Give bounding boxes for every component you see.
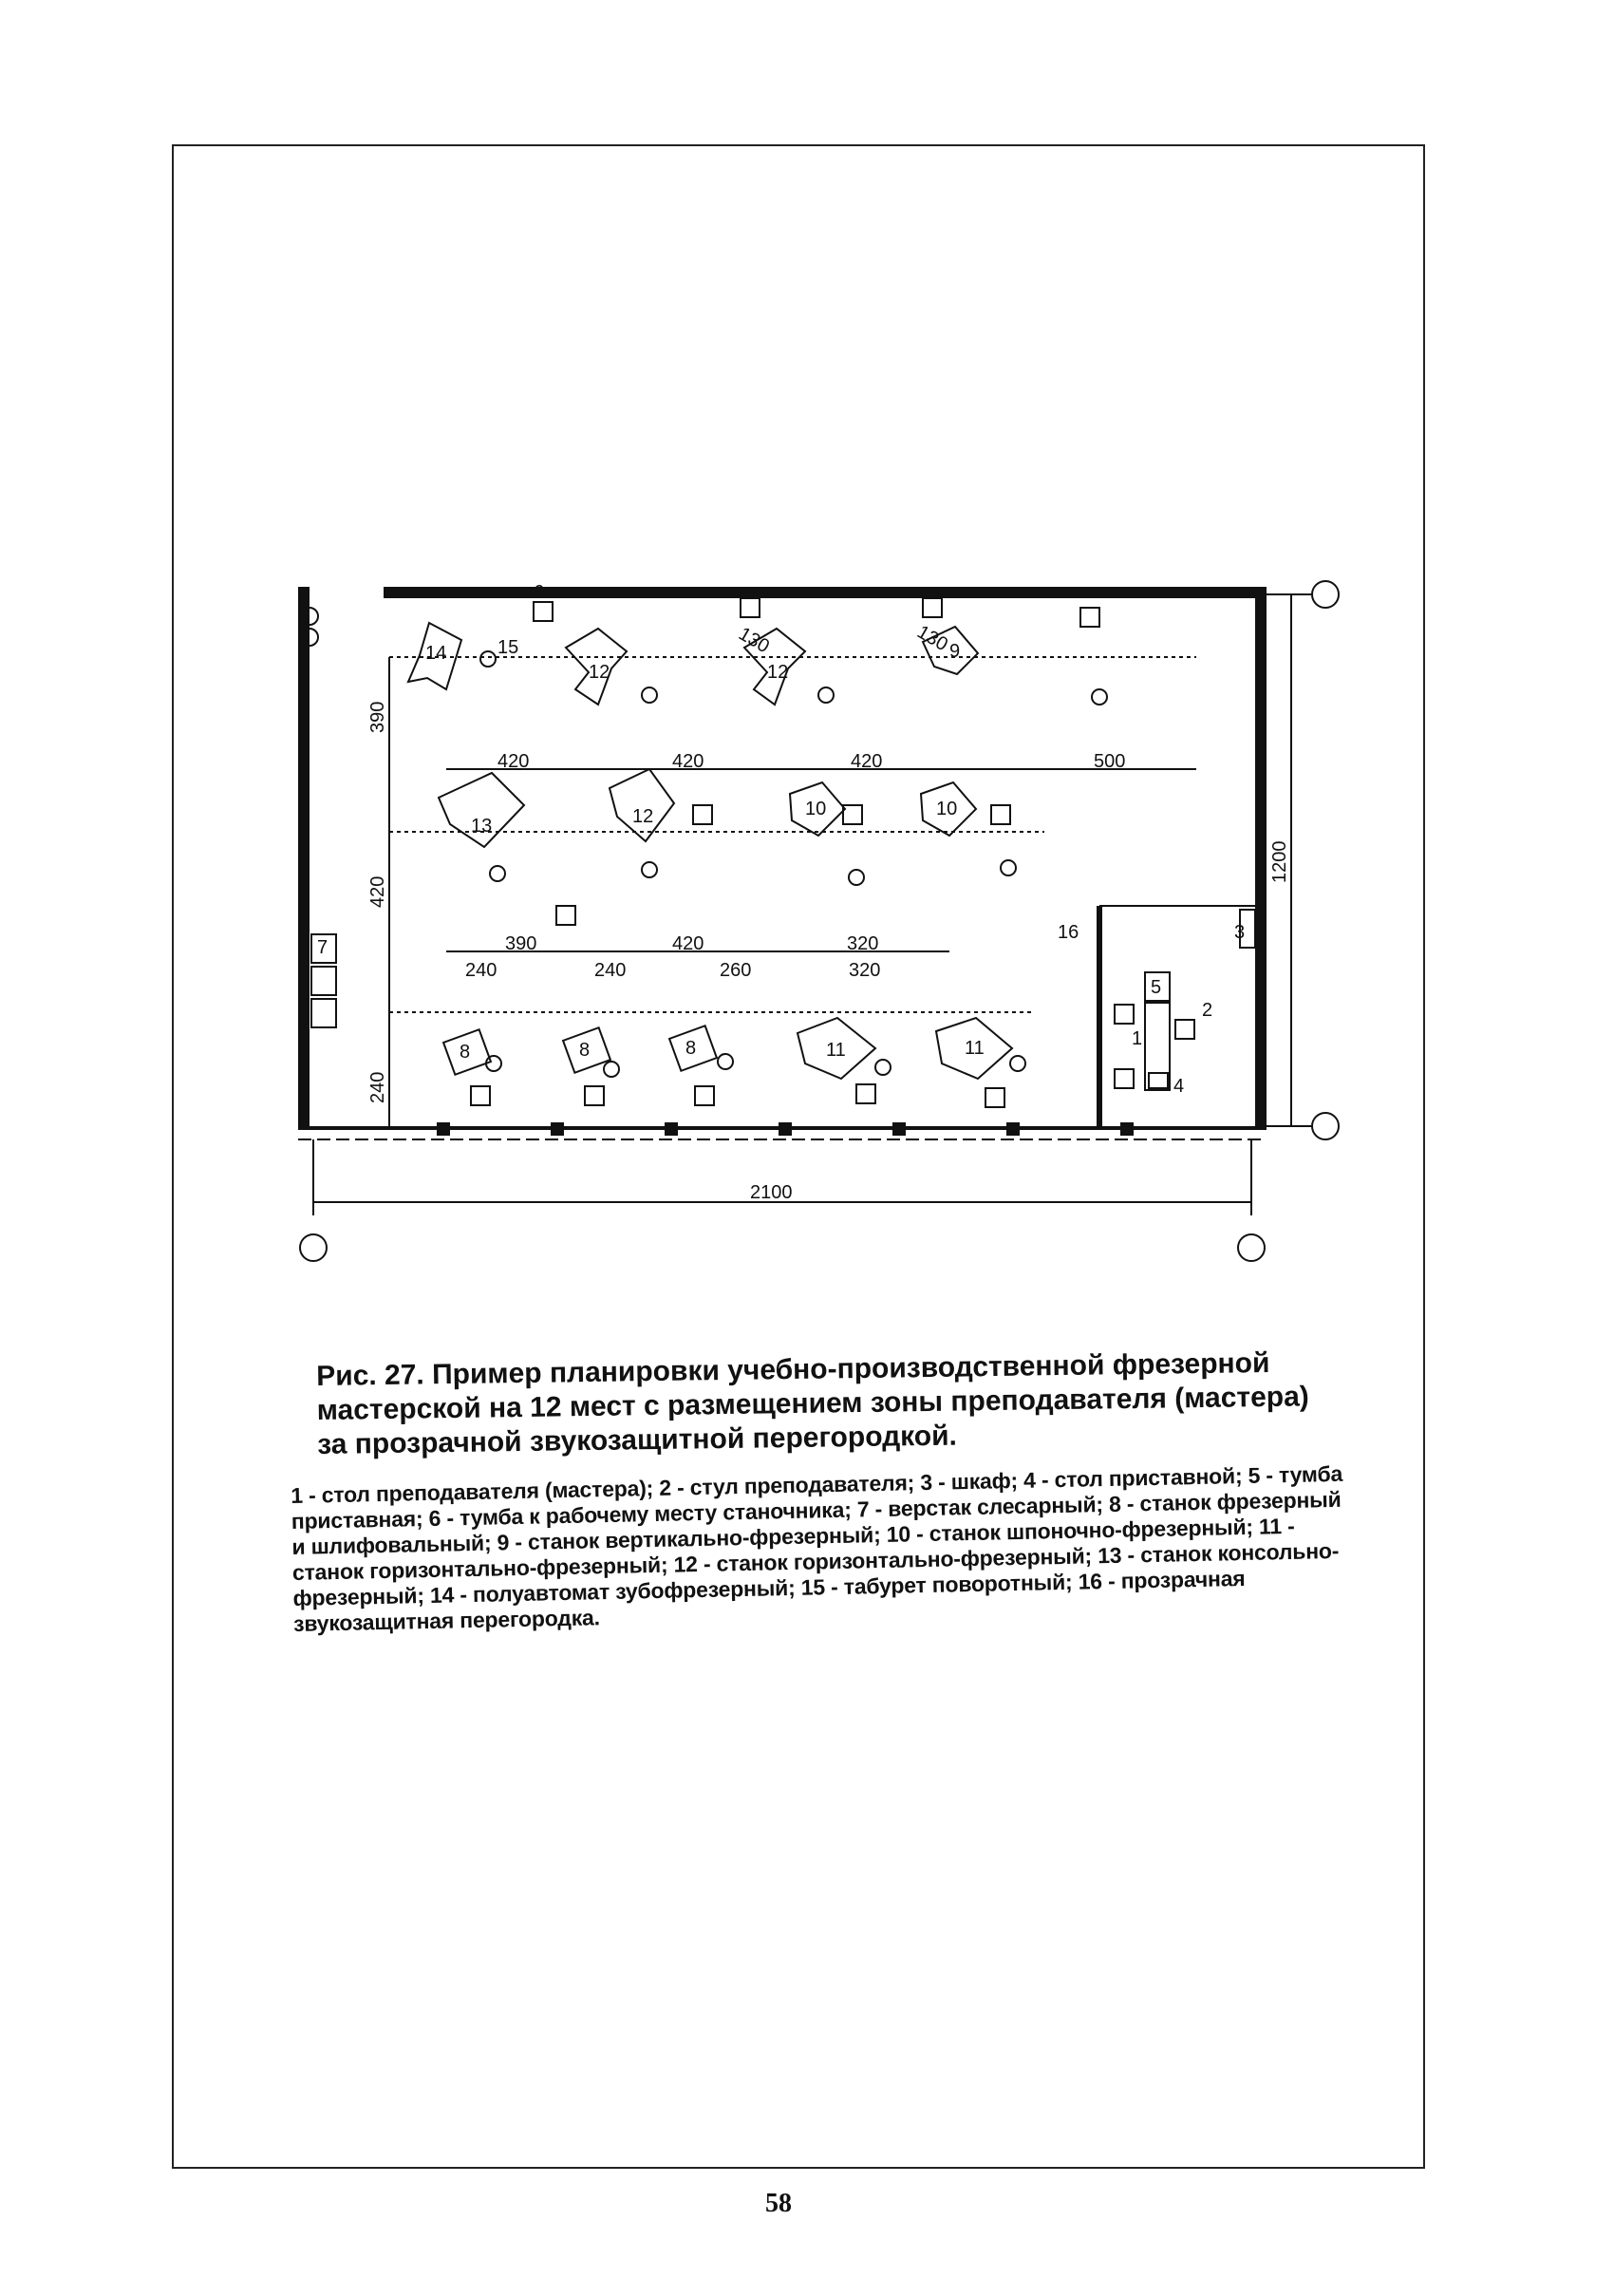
dimension-label: 130 [913,621,952,656]
dimension-label: 390 [367,701,388,733]
axis-marker [1312,1113,1339,1139]
dimension-label: 390 [505,933,537,954]
dimension-label: 320 [849,960,881,981]
dimension-label: 420 [367,875,388,908]
label: 1 [1132,1028,1143,1049]
label: 3 [1234,922,1246,943]
wall-top [384,587,1267,598]
dimension-label: 2100 [750,1182,793,1203]
figure-legend: 1 - стол преподавателя (мастера); 2 - стул преподавателя; 3 - шкаф; 4 - стол приставной; 5 - тумба приставная; 6 - тумба к рабочему месту станочника; 7 - верстак слесарный; 8 - станок фрезерный и шлифовальный; 9 - станок вертикально-фрезерный; 10 - станок шпоночно-фрезерный; 11 - станок горизонтально-фрезерный; 12 - станок горизонтально-фрезерный; 13 - станок консольно-фрезерный; 14 - полуавтомат зубофрезерный; 15 - табурет поворотный; 16 - прозрачная звукозащитная перегородка. [291,1460,1343,1636]
workbench-7 [311,999,336,1027]
label: 4 [1173,1076,1185,1097]
dimension-label: 420 [672,751,704,772]
workshop-floor-plan [285,560,1358,1282]
label: 7 [317,937,328,958]
axis-marker [1238,1234,1265,1261]
label: 16 [1058,922,1079,943]
label: 2 [1202,1000,1213,1021]
dimension-label: 420 [497,751,530,772]
label: 14 [425,643,447,664]
dimension-label: 130 [735,623,774,658]
dimension-label: 240 [594,960,627,981]
wall-right [1255,587,1267,1126]
cabinet-6 [471,598,1194,1107]
label: 11 [965,1038,985,1059]
page-number: 58 [765,2189,792,2218]
label: 12 [632,806,654,827]
label: 9 [949,641,961,662]
dimension-label: 240 [367,1071,388,1103]
dimension-label: 500 [1094,751,1126,772]
label: 12 [589,662,610,683]
label: 8 [579,1040,591,1061]
label: 15 [497,637,519,658]
machine-12 [610,769,674,841]
axis-marker [300,1234,327,1261]
dimension-label: 420 [672,933,704,954]
figure-caption: Рис. 27. Пример планировки учебно-производственной фрезерной мастерской на 12 мест с размещением зоны преподавателя (мастера) за прозрачной звукозащитной перегородкой. [316,1346,1310,1460]
workbench-7 [311,967,336,995]
label: 5 [1151,977,1162,998]
label: 12 [767,662,789,683]
dimension-label: 320 [847,933,879,954]
label: 11 [826,1040,846,1061]
dimension-label: 1200 [1269,840,1290,883]
dimension-label: 260 [720,960,752,981]
label: 8 [685,1038,697,1059]
axis-marker [1312,581,1339,608]
label: 8 [460,1042,471,1063]
dimension-label: 420 [851,751,883,772]
dimension-label: 240 [465,960,497,981]
label: 6 [534,582,545,603]
label: 10 [936,799,958,819]
table-4 [1149,1073,1168,1088]
label: 13 [471,816,493,837]
wall-left [298,587,310,1126]
label: 10 [805,799,827,819]
